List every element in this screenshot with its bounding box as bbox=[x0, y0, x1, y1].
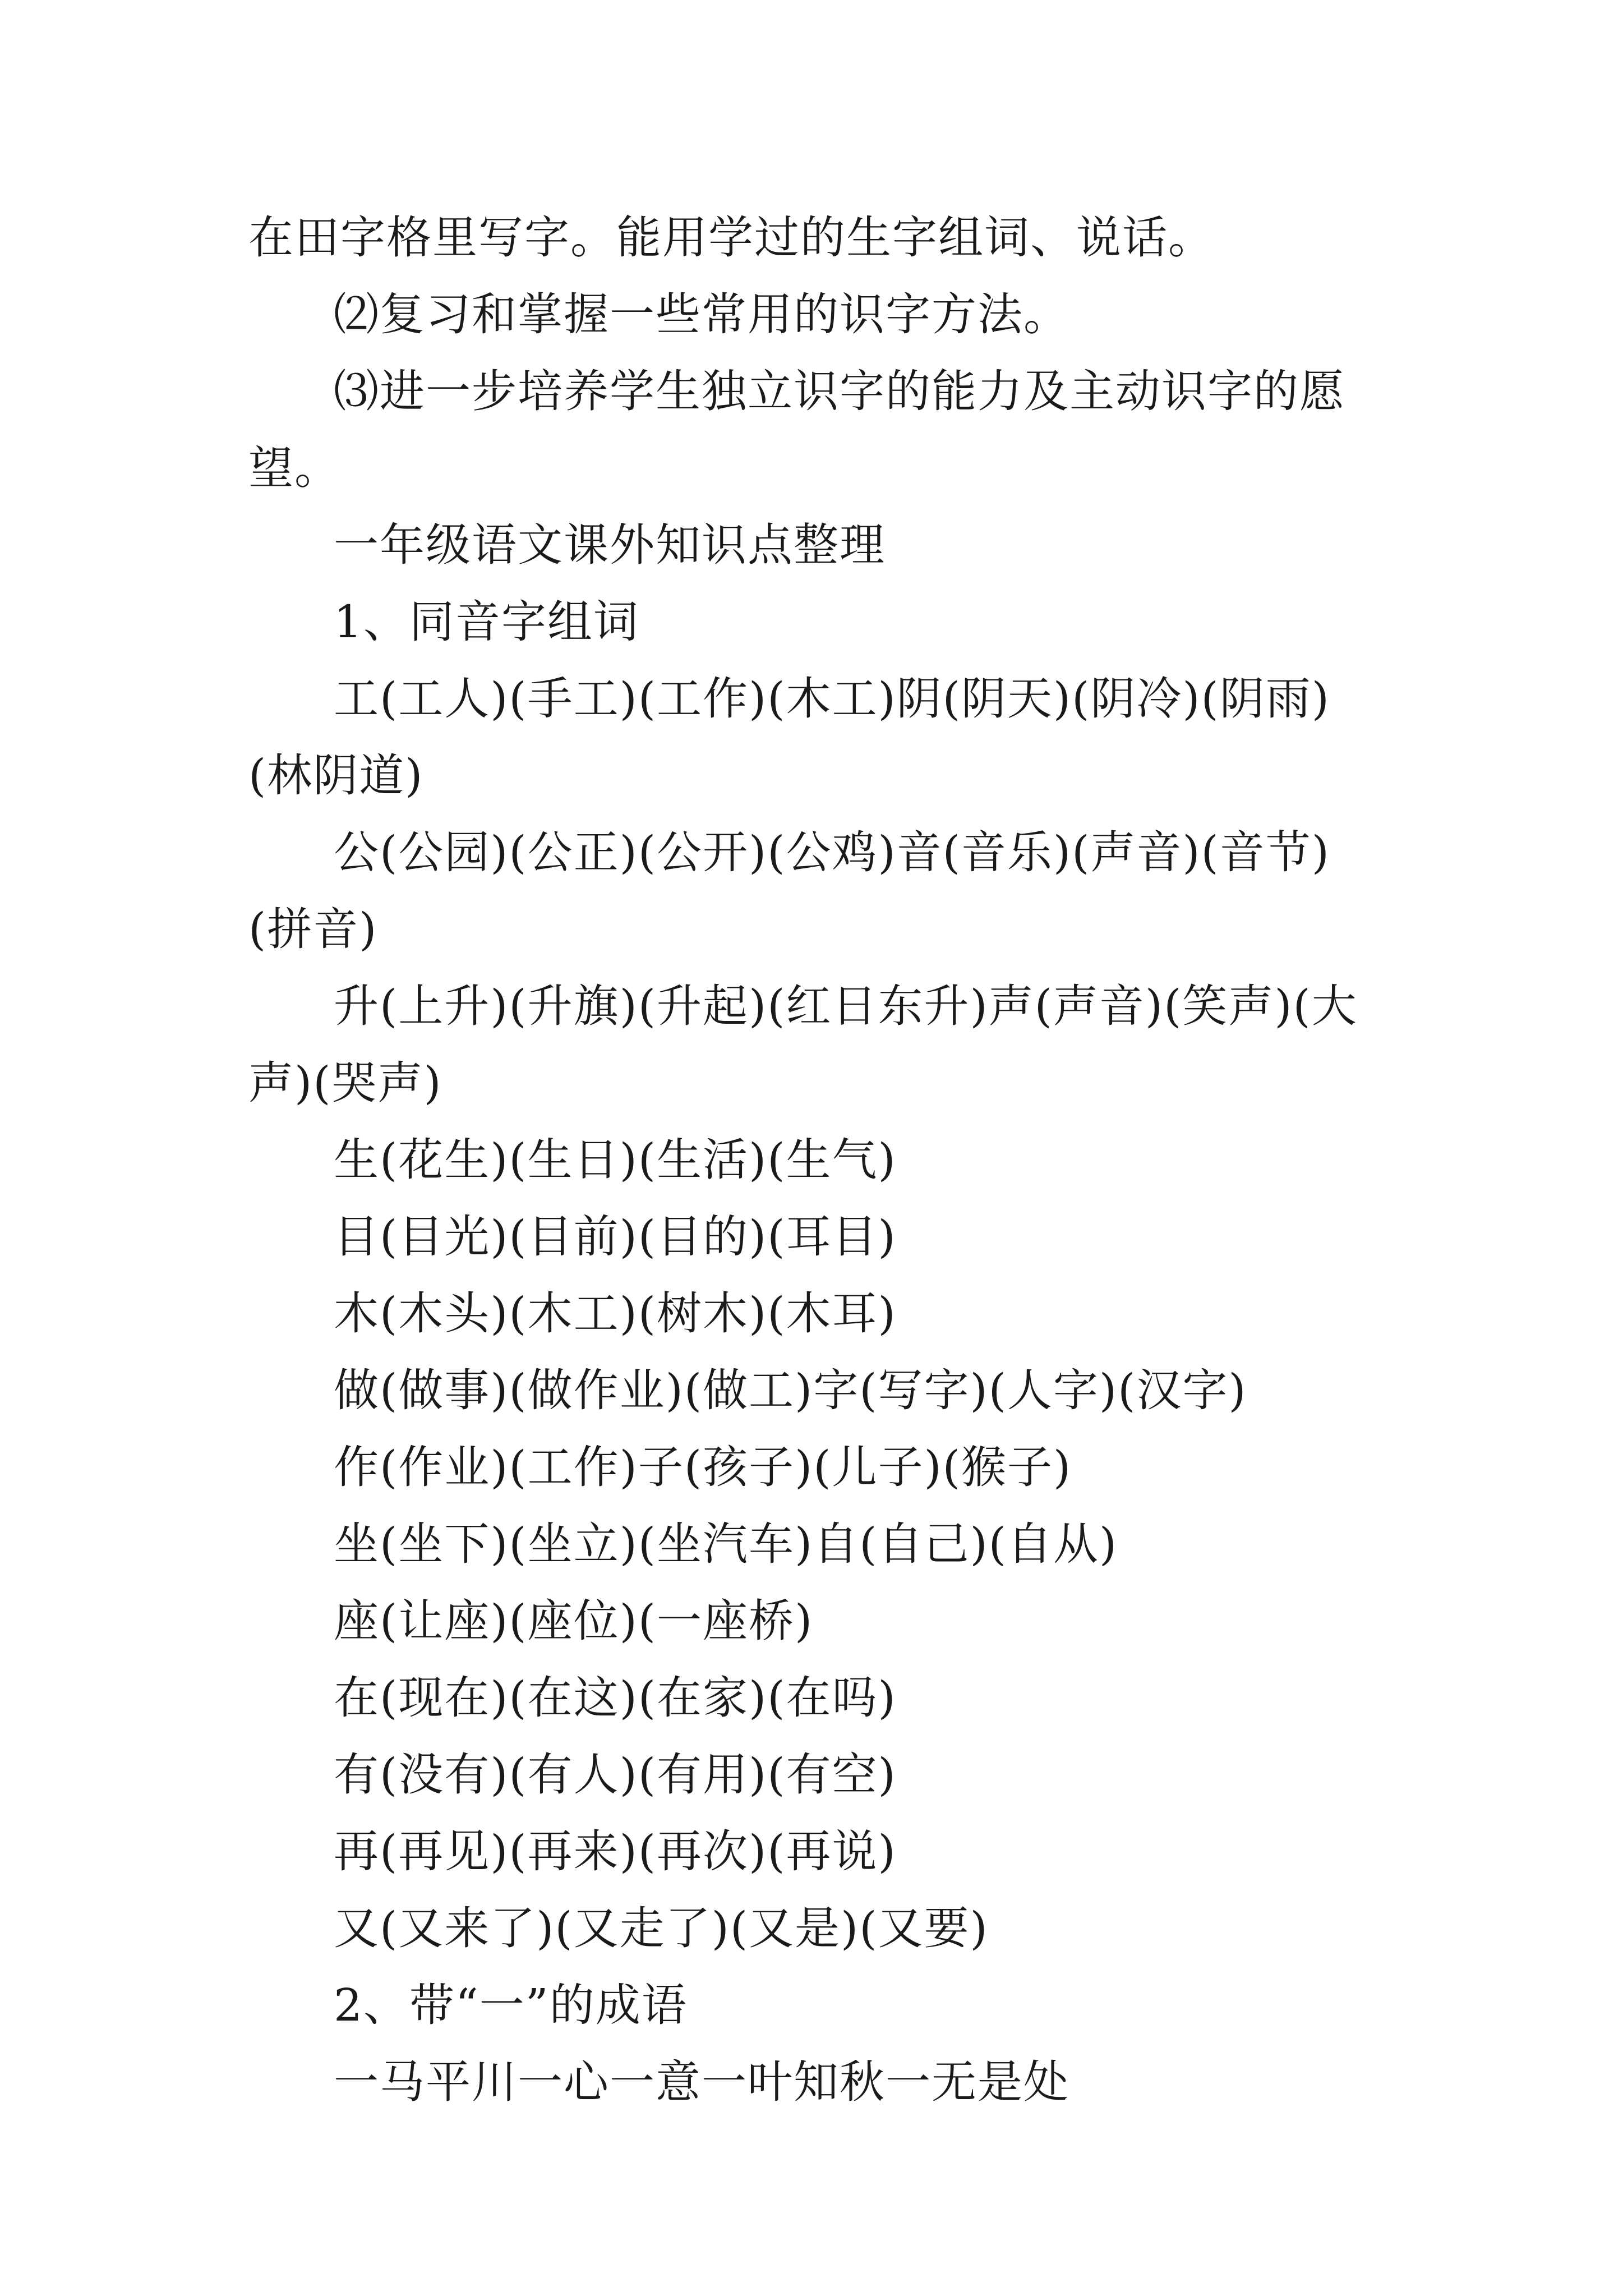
paragraph-literacy-goal-2: ⑵复习和掌握一些常用的识字方法。 bbox=[334, 288, 1069, 341]
word-group-gong-yin-2: 公(公园)(公正)(公开)(公鸡)音(音乐)(声音)(音节)(拼音) bbox=[248, 826, 1330, 955]
word-group-gong-yin: 工(工人)(手工)(工作)(木工)阴(阴天)(阴冷)(阴雨)(林阴道) bbox=[248, 673, 1330, 802]
idiom-list: 一马平川一心一意一叶知秋一无是处 bbox=[334, 2056, 1069, 2108]
word-group-mu-2: 木(木头)(木工)(树木)(木耳) bbox=[334, 1287, 897, 1340]
section-title: 一年级语文课外知识点整理 bbox=[334, 519, 886, 571]
word-group-zuo-4: 座(让座)(座位)(一座桥) bbox=[334, 1595, 814, 1647]
subsection-heading-homophones: 1、同音字组词 bbox=[334, 596, 639, 648]
word-group-mu: 目(目光)(目前)(目的)(耳目) bbox=[334, 1211, 897, 1263]
word-group-zuo-zi-3: 坐(坐下)(坐立)(坐汽车)自(自己)(自从) bbox=[334, 1518, 1118, 1570]
word-group-you-2: 又(又来了)(又走了)(又是)(又要) bbox=[334, 1902, 989, 1954]
word-group-zuo-zi-2: 作(作业)(工作)子(孩子)(儿子)(猴子) bbox=[334, 1441, 1072, 1493]
subsection-heading-idioms: 2、带“一”的成语 bbox=[334, 1979, 688, 2031]
word-group-sheng-2: 生(花生)(生日)(生活)(生气) bbox=[334, 1134, 897, 1186]
paragraph-literacy-goal-3: ⑶进一步培养学生独立识字的能力及主动识字的愿望。 bbox=[248, 365, 1345, 494]
word-group-zai-2: 再(再见)(再来)(再次)(再说) bbox=[334, 1825, 897, 1878]
word-group-zuo-zi: 做(做事)(做作业)(做工)字(写字)(人字)(汉字) bbox=[334, 1364, 1247, 1416]
word-group-sheng: 升(上升)(升旗)(升起)(红日东升)声(声音)(笑声)(大声)(哭声) bbox=[248, 980, 1358, 1109]
paragraph-literacy-goal-1: 在田字格里写字。能用学过的生字组词、说话。 bbox=[248, 211, 1214, 264]
word-group-you: 有(没有)(有人)(有用)(有空) bbox=[334, 1749, 897, 1801]
document-body bbox=[248, 199, 1390, 2120]
word-group-zai: 在(现在)(在这)(在家)(在吗) bbox=[334, 1672, 897, 1724]
